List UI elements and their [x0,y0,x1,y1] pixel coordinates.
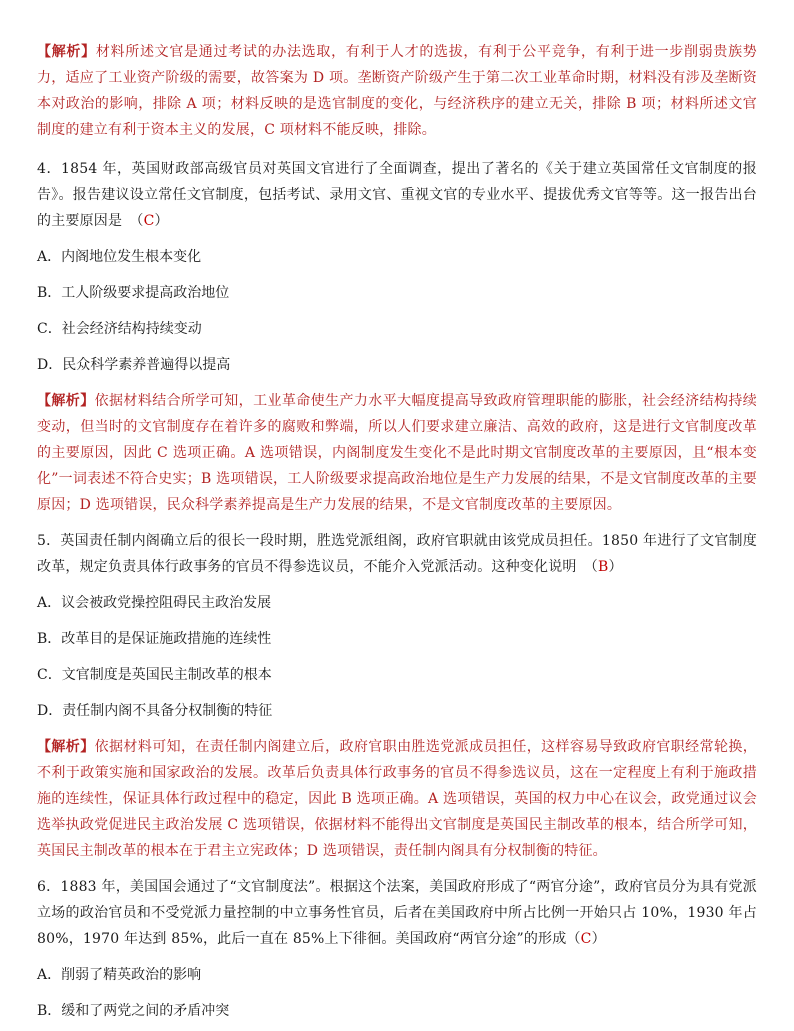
answer-bracket-close: ） [154,213,169,229]
answer-letter: B [598,559,609,575]
analysis-tag: 【解析】 [37,393,95,409]
question-4-option-d: D．民众科学素养普遍得以提高 [37,357,231,373]
question-6-option-b: B．缓和了两党之间的矛盾冲突 [37,1003,230,1019]
analysis-text: 材料所述文官是通过考试的办法选取，有利于人才的选拔，有利于公平竞争，有利于进一步削弱贵族势力，适应了工业资产阶级的需要，故答案为 D 项。垄断资产阶级产生于第二次工业革命时期，材料没有涉及垄断资本对政治的影响，排除 A 项；材料反映的是选官制度的变化，与经济秩序的建立无关，排除 B 项；材料所述文官制度的建立有利于资本主义的发展，C 项材料不能反映，排除。 [37,44,757,138]
question-5-stem [37,528,757,580]
answer-bracket-close: ） [591,931,606,947]
answer-bracket-close: ） [608,559,623,575]
question-5-option-c: C．文官制度是英国民主制改革的根本 [37,667,272,683]
question-4-option-b: B．工人阶级要求提高政治地位 [37,285,230,301]
question-6-option-a: A．削弱了精英政治的影响 [37,967,202,983]
answer-letter: C [580,931,592,947]
analysis-block-1 [37,39,757,143]
question-5-option-a: A．议会被政党操控阻碍民主政治发展 [37,595,272,611]
answer-letter: C [143,213,155,229]
question-6-stem [37,874,757,952]
question-text: 5．英国责任制内阁确立后的很长一段时期，胜选党派组阁，政府官职就由该党成员担任。1850 年进行了文官制度改革，规定负责具体行政事务的官员不得参选议员，不能介入党派活动。这种变化说明 （ [37,533,757,575]
question-text: 4．1854 年，英国财政部高级官员对英国文官进行了全面调查，提出了著名的《关于建立英国常任文官制度的报告》。报告建议设立常任文官制度，包括考试、录用文官、重视文官的专业水平、提拔优秀文官等等。这一报告出台的主要原因是 （ [37,161,757,229]
question-4-option-c: C．社会经济结构持续变动 [37,321,202,337]
analysis-text: 依据材料结合所学可知，工业革命使生产力水平大幅度提高导致政府管理职能的膨胀，社会经济结构持续变动，但当时的文官制度存在着许多的腐败和弊端，所以人们要求建立廉洁、高效的政府，这是进行文官制度改革的主要原因，因此 C 选项正确。A 选项错误，内阁制度发生变化不是此时期文官制度改革的主要原因，且“根本变化”一词表述不符合史实；B 选项错误，工人阶级要求提高政治地位是生产力发展的结果，不是文官制度改革的主要原因；D 选项错误，民众科学素养提高是生产力发展的结果，不是文官制度改革的主要原因。 [37,393,757,513]
question-5-option-b: B．改革目的是保证施政措施的连续性 [37,631,272,647]
analysis-tag: 【解析】 [37,739,95,755]
analysis-text: 依据材料可知，在责任制内阁建立后，政府官职由胜选党派成员担任，这样容易导致政府官职经常轮换，不利于政策实施和国家政治的发展。改革后负责具体行政事务的官员不得参选议员，这在一定程度上有利于施政措施的连续性，保证具体行政过程中的稳定，因此 B 选项正确。A 选项错误，英国的权力中心在议会，政党通过议会选举执政党促进民主政治发展 C 选项错误，依据材料不能得出文官制度是英国民主制改革的根本，结合所学可知，英国民主制改革的根本在于君主立宪政体；D 选项错误，责任制内阁具有分权制衡的特征。 [37,739,757,859]
analysis-block-4 [37,388,757,518]
question-text: 6．1883 年，美国国会通过了“文官制度法”。根据这个法案，美国政府形成了“两官分途”，政府官员分为具有党派立场的政治官员和不受党派力量控制的中立事务性官员，后者在美国政府中所占比例一开始只占 10%，1930 年占 80%，1970 年达到 85%，此后一直在 85%上下徘徊。美国政府“两官分途”的形成（ [37,879,757,947]
analysis-block-5 [37,734,757,864]
question-4-stem [37,156,757,234]
question-4-option-a: A．内阁地位发生根本变化 [37,249,202,265]
document-page [37,39,757,1024]
question-5-option-d: D．责任制内阁不具备分权制衡的特征 [37,703,273,719]
analysis-tag: 【解析】 [37,44,96,60]
